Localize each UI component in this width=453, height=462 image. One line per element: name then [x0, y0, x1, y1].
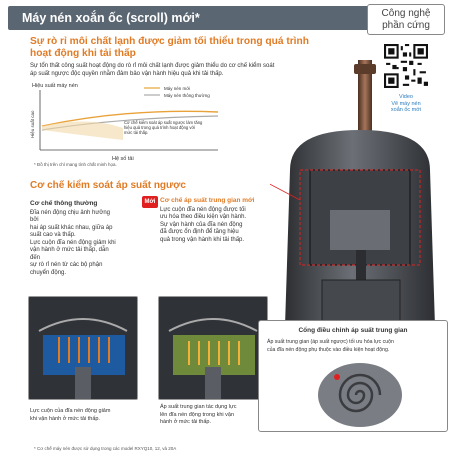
chart-y-title: Hiệu suất máy nén — [32, 83, 78, 89]
conventional-line1: Đĩa nén động chịu ảnh hưởng bởi — [30, 209, 111, 223]
scroll-shaft — [75, 367, 91, 399]
section2-heading: Cơ chế kiểm soát áp suất ngược — [30, 180, 186, 191]
gain-area — [42, 121, 123, 140]
intermediate-pressure-inset — [258, 320, 448, 432]
qr-video-line3: xoắn ốc mới — [390, 107, 422, 113]
new-description — [160, 197, 270, 244]
qr-video-line2: Vẽ máy nén — [391, 100, 421, 107]
pipe-joint — [354, 64, 376, 74]
section1-heading-line2: hoạt động khi tải thấp — [30, 48, 136, 59]
badge-line1: Công nghệ — [381, 8, 431, 19]
conventional-line6: sự rò rỉ nén từ các bộ phận — [30, 262, 103, 268]
chart-x-label: Hệ số tải — [112, 156, 134, 162]
inset-line2: của đĩa nén động phụ thuộc vào điều kiện hoạt động. — [267, 346, 390, 353]
scroll-unit — [330, 210, 390, 250]
legend-new-label: Máy nén mới — [164, 86, 191, 91]
section1-heading — [30, 36, 330, 60]
chart-annotation-line3: mức tải thấp. — [124, 130, 149, 135]
chart-annotation-line1: Cơ chế kiểm soát áp suất ngược làm tăng — [124, 120, 203, 125]
section1-body — [30, 63, 300, 78]
conventional-description — [30, 200, 120, 277]
chart-y-side-label: Hiệu suất cao — [30, 110, 35, 138]
caption-right-line3: hành ở mức tải thấp. — [160, 419, 212, 425]
scroll-shaft-new — [205, 367, 221, 399]
qr-video-line1: Video — [399, 94, 413, 100]
new-title: Cơ chế áp suất trung gian mới — [160, 197, 255, 204]
inset-title: Cổng điều chỉnh áp suất trung gian — [298, 327, 408, 334]
new-badge: Mới — [142, 196, 158, 208]
conventional-line7: chuyển động. — [30, 269, 67, 276]
inset-line1: Áp suất trung gian (áp suất ngược) tối ưu hóa lực cuộn — [267, 339, 394, 345]
caption-right — [160, 404, 270, 427]
section1-body-line2: áp suất ngược độc quyền nhằm đảm bảo vận hành hiệu quả khi tải thấp. — [30, 70, 224, 77]
caption-right-line2: lên đĩa nén động trong khi vận — [160, 411, 235, 418]
new-line2: ưu hóa theo điều kiện vận hành. — [160, 214, 247, 220]
conventional-diagram — [28, 296, 138, 400]
pressure-port — [334, 374, 340, 380]
conventional-line3: suất cao và thấp. — [30, 232, 76, 238]
conventional-line4: Lực cuộn đĩa nén động giảm khi — [30, 239, 116, 246]
chart-annotation-line2: hiệu quả trong quá trình hoạt động với — [124, 125, 196, 130]
new-line4: đã được ổn định để tăng hiệu — [160, 229, 239, 235]
caption-left-line1: Lực cuộn của đĩa nén động giảm — [30, 408, 111, 414]
conventional-title: Cơ chế thông thường — [30, 200, 98, 207]
disc-plate — [318, 363, 402, 427]
section1-heading-line1: Sự rò rỉ môi chất lạnh được giảm tối thiểu trong quá trình — [30, 36, 309, 47]
scroll-disc-detail — [315, 355, 405, 429]
new-line3: Sự vận hành của đĩa nén động — [160, 221, 243, 228]
conventional-scroll-drawing — [29, 297, 137, 399]
new-line1: Lực cuộn đĩa nén động được tối — [160, 206, 246, 213]
new-line5: quả trong vận hành khi tải thấp. — [160, 236, 245, 243]
legend-conventional-label: Máy nén thông thường — [164, 93, 210, 98]
conventional-line5: vận hành ở mức tải thấp, dẫn đến — [30, 247, 109, 261]
efficiency-chart — [28, 80, 268, 170]
caption-right-line1: Áp suất trung gian tác dụng lực — [160, 404, 237, 410]
chart-footnote: * Đồ thị trên chỉ mang tính chất minh họa. — [34, 162, 117, 167]
section1-body-line1: Sự tổn thất công suất hoạt động do rò rỉ môi chất lạnh được giảm thiểu do cơ chế kiểm soát — [30, 63, 275, 69]
new-scroll-drawing — [159, 297, 267, 399]
conventional-line2: hai áp suất khác nhau, giữa áp — [30, 224, 113, 231]
caption-left-line2: khi vận hành ở mức tải thấp. — [30, 415, 100, 422]
inset-body — [267, 339, 442, 354]
new-diagram — [158, 296, 268, 400]
badge-line2: phần cứng — [382, 20, 430, 31]
caption-left — [30, 408, 140, 423]
section2-footnote: * Cơ chế máy nén được sử dụng trong các model RXYQ10, 12, và 20A — [34, 446, 177, 451]
page-title: Máy nén xoắn ốc (scroll) mới* — [22, 11, 200, 25]
category-badge — [367, 4, 445, 35]
